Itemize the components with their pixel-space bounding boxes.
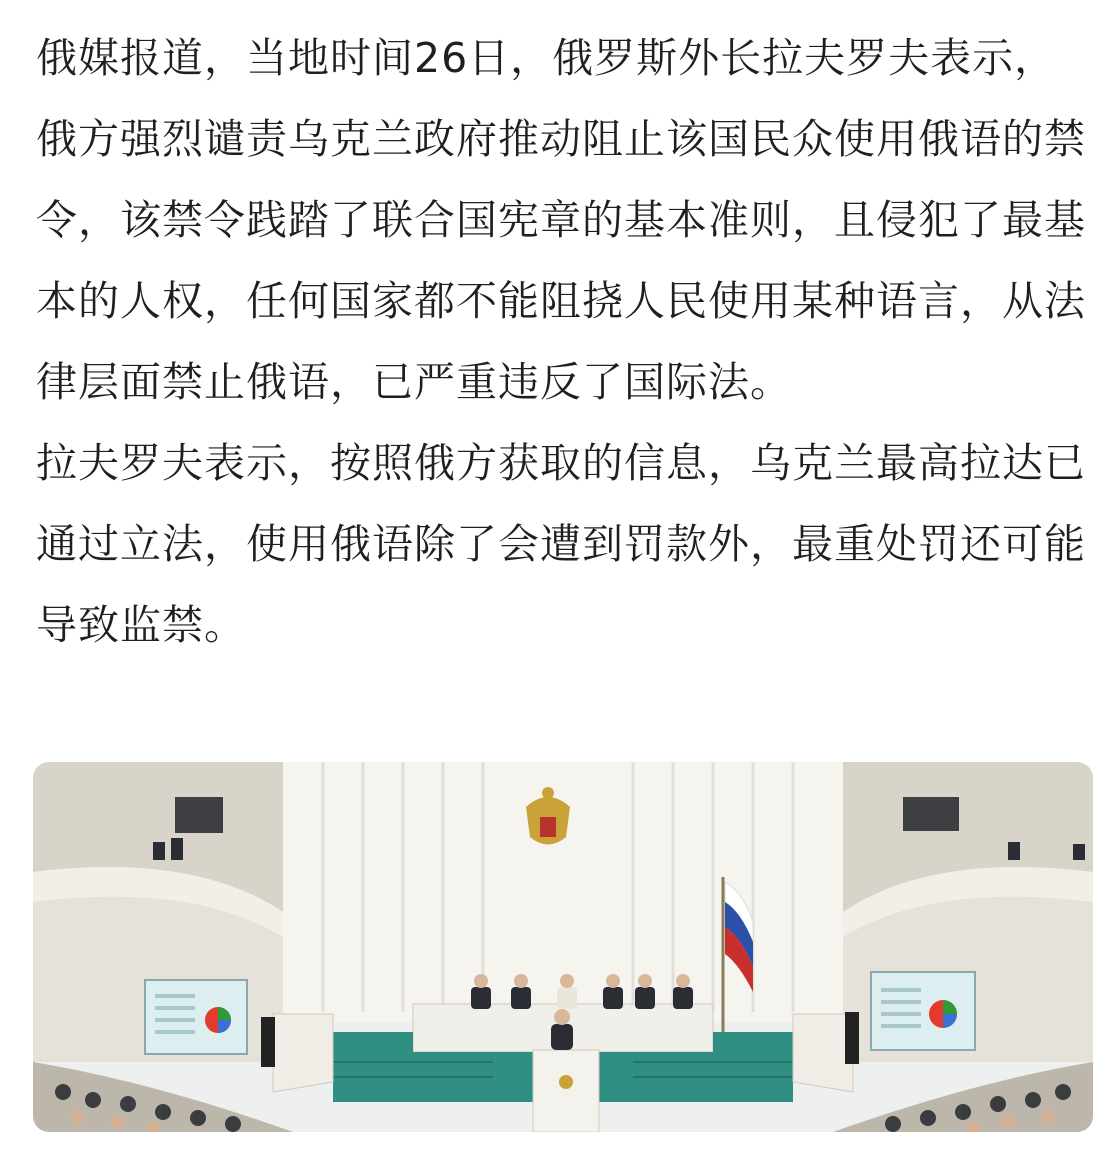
right-vote-screen [871,972,975,1050]
left-upper-screen [175,797,223,833]
article-photo[interactable] [33,762,1093,1132]
left-camera-operator [261,1017,275,1067]
left-vote-screen [145,980,247,1054]
article-body [36,18,1086,666]
article-paragraph-2: 拉夫罗夫表示，按照俄方获取的信息，乌克兰最高拉达已通过立法，使用俄语除了会遭到罚款外，最重处罚还可能导致监禁。 [36,439,1086,649]
parliament-chamber-photo [33,762,1093,1132]
right-camera-operator [845,1012,859,1064]
article-paragraph-1: 俄媒报道，当地时间26日，俄罗斯外长拉夫罗夫表示，俄方强烈谴责乌克兰政府推动阻止该国民众使用俄语的禁令，该禁令践踏了联合国宪章的基本准则，且侵犯了最基本的人权，任何国家都不能阻挠人民使用某种语言，从法律层面禁止俄语，已严重违反了国际法。 [36,34,1086,406]
right-upper-screen [903,797,959,831]
